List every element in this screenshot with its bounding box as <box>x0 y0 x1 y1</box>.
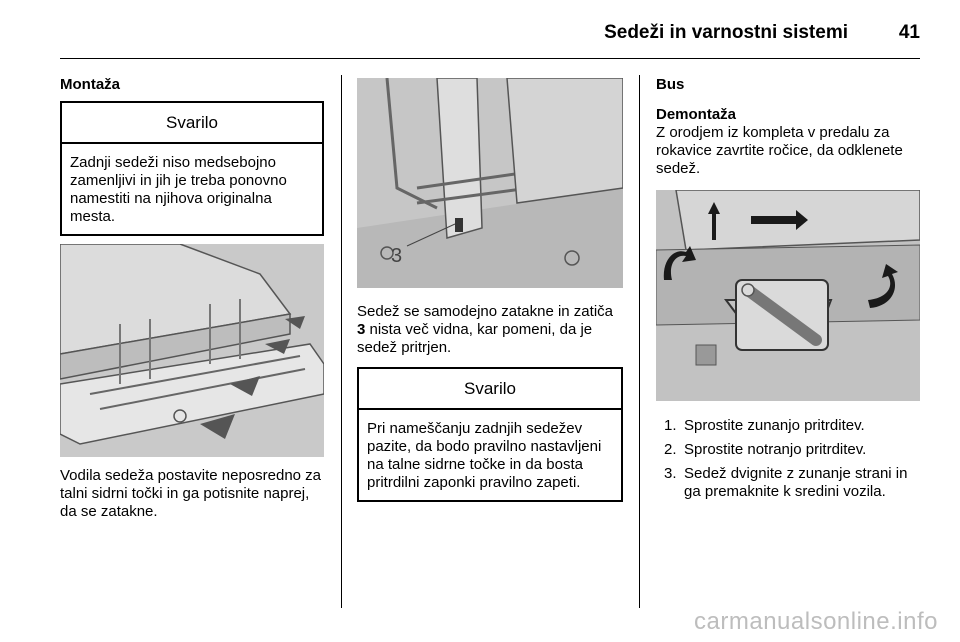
warning-title-2: Svarilo <box>359 369 621 410</box>
subheading-demontaza: Demontaža <box>656 106 737 123</box>
warning-text-2: Pri nameščanju zadnjih sedežev pazite, da bodo pravilno nastavljeni na talne sidrne točke in da bosta pritrdilni zaponki pravilno zapeti. <box>367 420 602 491</box>
seat-rail-illustration <box>60 244 324 457</box>
page-number: 41 <box>898 22 920 43</box>
header-rule <box>60 58 920 59</box>
list-item <box>656 465 922 501</box>
step-text: Sprostite zunanjo pritrditev. <box>684 417 865 434</box>
section-heading-montaza: Montaža <box>60 76 120 93</box>
page-header <box>0 0 960 58</box>
step-text: Sprostite notranjo pritrditev. <box>684 441 867 458</box>
warning-title: Svarilo <box>62 103 322 144</box>
watermark: carmanualsonline.info <box>694 608 938 635</box>
step-number: 3. <box>664 465 677 482</box>
column-3 <box>656 76 922 507</box>
step-number: 2. <box>664 441 677 458</box>
paragraph-latch <box>357 303 623 357</box>
paragraph-montaza: Vodila sedeža postavite neposredno za talni sidrni točki in ga potisnite naprej, da se zatakne. <box>60 467 322 520</box>
column-divider-right <box>639 75 640 608</box>
paragraph-demontaza: Z orodjem iz kompleta v predalu za rokavice zavrtite ročice, da odklenete sedež. <box>656 124 903 177</box>
warning-box-2 <box>357 367 623 502</box>
steps-list <box>656 417 922 501</box>
seat-removal-illustration <box>656 190 920 401</box>
warning-box <box>60 101 324 236</box>
column-divider-left <box>341 75 342 608</box>
figure-callout-3: 3 <box>391 245 403 267</box>
column-2 <box>357 78 623 502</box>
list-item <box>656 417 922 435</box>
warning-text: Zadnji sedeži niso medsebojno zamenljivi in jih je treba ponovno namestiti na njihova originalna mesta. <box>70 154 287 225</box>
step-text: Sedež dvignite z zunanje strani in ga premaknite k sredini vozila. <box>684 465 908 500</box>
paragraph-latch-part1: Sedež se samodejno zatakne in zatiča <box>357 303 613 320</box>
list-item <box>656 441 922 459</box>
paragraph-latch-ref: 3 <box>357 321 366 338</box>
page-title: Sedeži in varnostni sistemi <box>604 22 848 43</box>
paragraph-latch-part2: nista več vidna, kar pomeni, da je sedež pritrjen. <box>357 321 593 356</box>
section-heading-bus: Bus <box>656 76 685 93</box>
latch-pin-illustration <box>357 78 623 288</box>
column-1 <box>60 76 324 521</box>
step-number: 1. <box>664 417 677 434</box>
